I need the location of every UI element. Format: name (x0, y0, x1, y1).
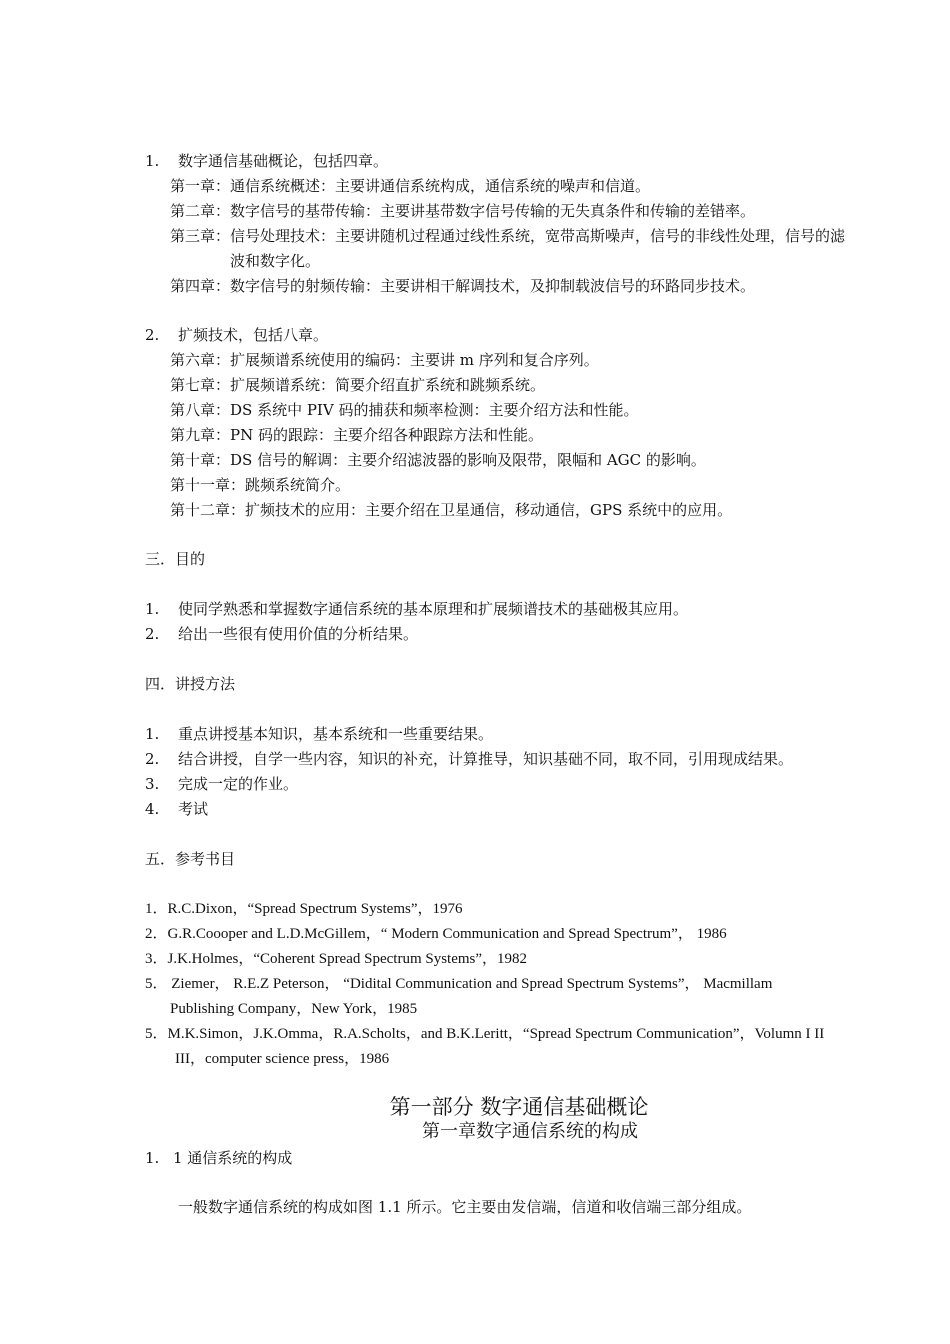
section-heading: 四．讲授方法 (145, 675, 236, 693)
list-item (145, 151, 159, 171)
chapter-line-7: 第七章：扩展频谱系统：简要介绍直扩系统和跳频系统。 (170, 376, 546, 394)
chapter-line-11: 第十一章：跳频系统简介。 (170, 476, 351, 494)
chapter-line-12: 第十二章：扩频技术的应用：主要介绍在卫星通信，移动通信，GPS 系统中的应用。 (170, 501, 733, 519)
list-item-text: 考试 (178, 800, 209, 818)
subsection-title: 1 通信系统的构成 (173, 1149, 293, 1167)
chapter-line-4: 第四章：数字信号的射频传输：主要讲相干解调技术，及抑制载波信号的环路同步技术。 (170, 277, 756, 295)
section-heading: 五．参考书目 (145, 850, 236, 868)
list-number: 1. (145, 1149, 160, 1167)
list-number: 2. (145, 326, 160, 344)
body-paragraph: 一般数字通信系统的构成如图 1.1 所示。它主要由发信端，信道和收信端三部分组成。 (178, 1198, 752, 1216)
reference-item: 2．G.R.Coooper and L.D.McGillem，“ Modern Communication and Spread Spectrum”， 1986 (145, 926, 727, 942)
chapter-line-8: 第八章：DS 系统中 PIV 码的捕获和频率检测：主要介绍方法和性能。 (170, 401, 639, 419)
list-item-text: 给出一些很有使用价值的分析结果。 (178, 625, 419, 643)
reference-item-cont: III，computer science press，1986 (175, 1051, 390, 1067)
reference-item: 5． Ziemer， R.E.Z Peterson， “Didital Communication and Spread Spectrum Systems”， Macmillam (145, 976, 773, 992)
chapter-line-9: 第九章：PN 码的跟踪：主要介绍各种跟踪方法和性能。 (170, 426, 543, 444)
list-item-text: 使同学熟悉和掌握数字通信系统的基本原理和扩展频谱技术的基础极其应用。 (178, 600, 689, 618)
list-number: 1. (145, 152, 160, 170)
chapter-line-6: 第六章：扩展频谱系统使用的编码：主要讲 m 序列和复合序列。 (170, 351, 599, 369)
chapter-line-2: 第二章：数字信号的基带传输：主要讲基带数字信号传输的无失真条件和传输的差错率。 (170, 202, 756, 220)
list-item-text: 重点讲授基本知识，基本系统和一些重要结果。 (178, 725, 494, 743)
section-heading: 三．目的 (145, 550, 206, 568)
chapter-line-10: 第十章：DS 信号的解调：主要介绍滤波器的影响及限带，限幅和 AGC 的影响。 (170, 451, 706, 469)
list-number: 3. (145, 775, 160, 793)
list-number: 2. (145, 625, 160, 643)
chapter-line-3-cont: 波和数字化。 (230, 252, 321, 270)
chapter-line-1: 第一章：通信系统概述：主要讲通信系统构成，通信系统的噪声和信道。 (170, 177, 651, 195)
list-number: 2. (145, 750, 160, 768)
list-number: 1. (145, 600, 160, 618)
reference-item: 3．J.K.Holmes，“Coherent Spread Spectrum Systems”，1982 (145, 951, 528, 967)
reference-item: 1．R.C.Dixon，“Spread Spectrum Systems”，1976 (145, 901, 463, 917)
list-item-text: 数字通信基础概论，包括四章。 (178, 152, 389, 170)
list-item-text: 结合讲授，自学一些内容，知识的补充，计算推导，知识基础不同，取不同，引用现成结果。 (178, 750, 794, 768)
list-item-text: 扩频技术，包括八章。 (178, 326, 329, 344)
list-number: 1. (145, 725, 160, 743)
chapter-title: 第一章数字通信系统的构成 (422, 1121, 638, 1142)
reference-item-cont: Publishing Company，New York，1985 (170, 1001, 418, 1017)
chapter-line-3: 第三章：信号处理技术：主要讲随机过程通过线性系统，宽带高斯噪声，信号的非线性处理，信号的滤 (170, 227, 846, 245)
list-item-text: 完成一定的作业。 (178, 775, 299, 793)
list-number: 4. (145, 800, 160, 818)
part-title: 第一部分 数字通信基础概论 (389, 1095, 649, 1119)
reference-item: 5．M.K.Simon，J.K.Omma，R.A.Scholts，and B.K.Leritt，“Spread Spectrum Communication”，Volumn I II (145, 1026, 825, 1042)
